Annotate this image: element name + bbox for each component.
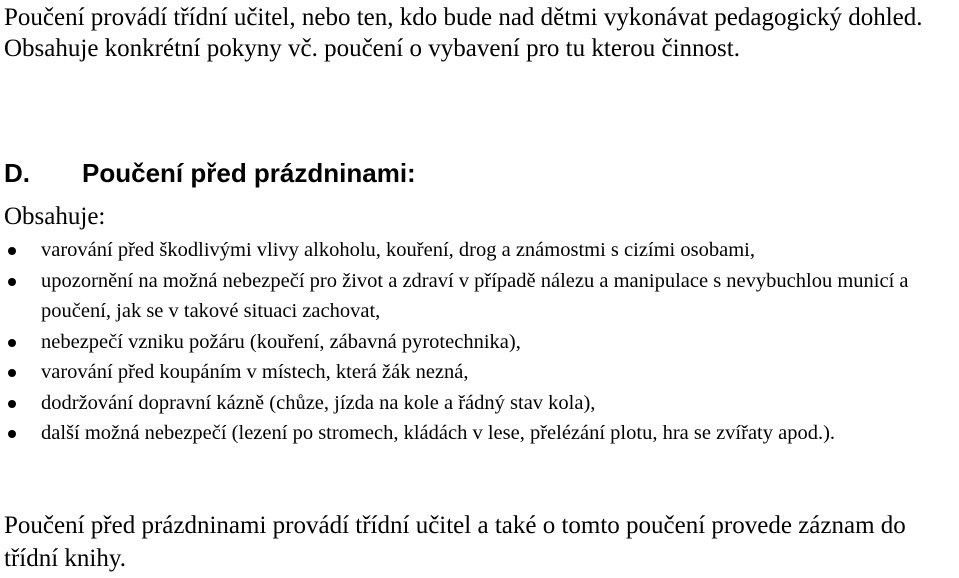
bullet-icon [8,430,16,438]
bullet-icon [8,369,16,377]
list-item-text: upozornění na možná nebezpečí pro život a zdraví v případě nálezu a manipulace s nevybuchlou municí a poučení, jak se v takové situaci zachovat, [41,269,909,322]
contains-label: Obsahuje: [4,203,106,230]
bullet-list [0,235,959,449]
bullet-icon [8,400,16,408]
outro-paragraph: Poučení před prázdninami provádí třídní učitel a také o tomto poučení provede záznam do třídní knihy. [4,512,906,572]
list-item [0,266,959,327]
list-item-text: dodržování dopravní kázně (chůze, jízda na kole a řádný stav kola), [41,391,596,414]
list-item-text: další možná nebezpečí (lezení po stromech, kládách v lese, přelézání plotu, hra se zvířaty apod.). [41,422,836,444]
list-item [0,418,959,449]
list-item [0,235,959,266]
list-item [0,388,959,419]
list-item [0,327,959,358]
bullet-icon [8,278,16,286]
list-item-text: varování před koupáním v místech, která žák nezná, [41,361,469,383]
list-item-text: varování před škodlivými vlivy alkoholu, kouření, drog a známostmi s cizími osobami, [41,239,755,261]
list-item [0,357,959,388]
list-item-text: nebezpečí vzniku požáru (kouření, zábavná pyrotechnika), [41,330,521,353]
section-title: Poučení před prázdninami: [82,158,416,188]
section-number: D. [4,158,30,188]
intro-paragraph: Poučení provádí třídní učitel, nebo ten, kdo bude nad dětmi vykonávat pedagogický dohled. Obsahuje konkrétní pokyny vč. poučení o vybavení pro tu kterou činnost. [4,4,923,62]
bullet-icon [8,247,16,255]
section-heading [4,156,416,190]
bullet-icon [8,339,16,347]
